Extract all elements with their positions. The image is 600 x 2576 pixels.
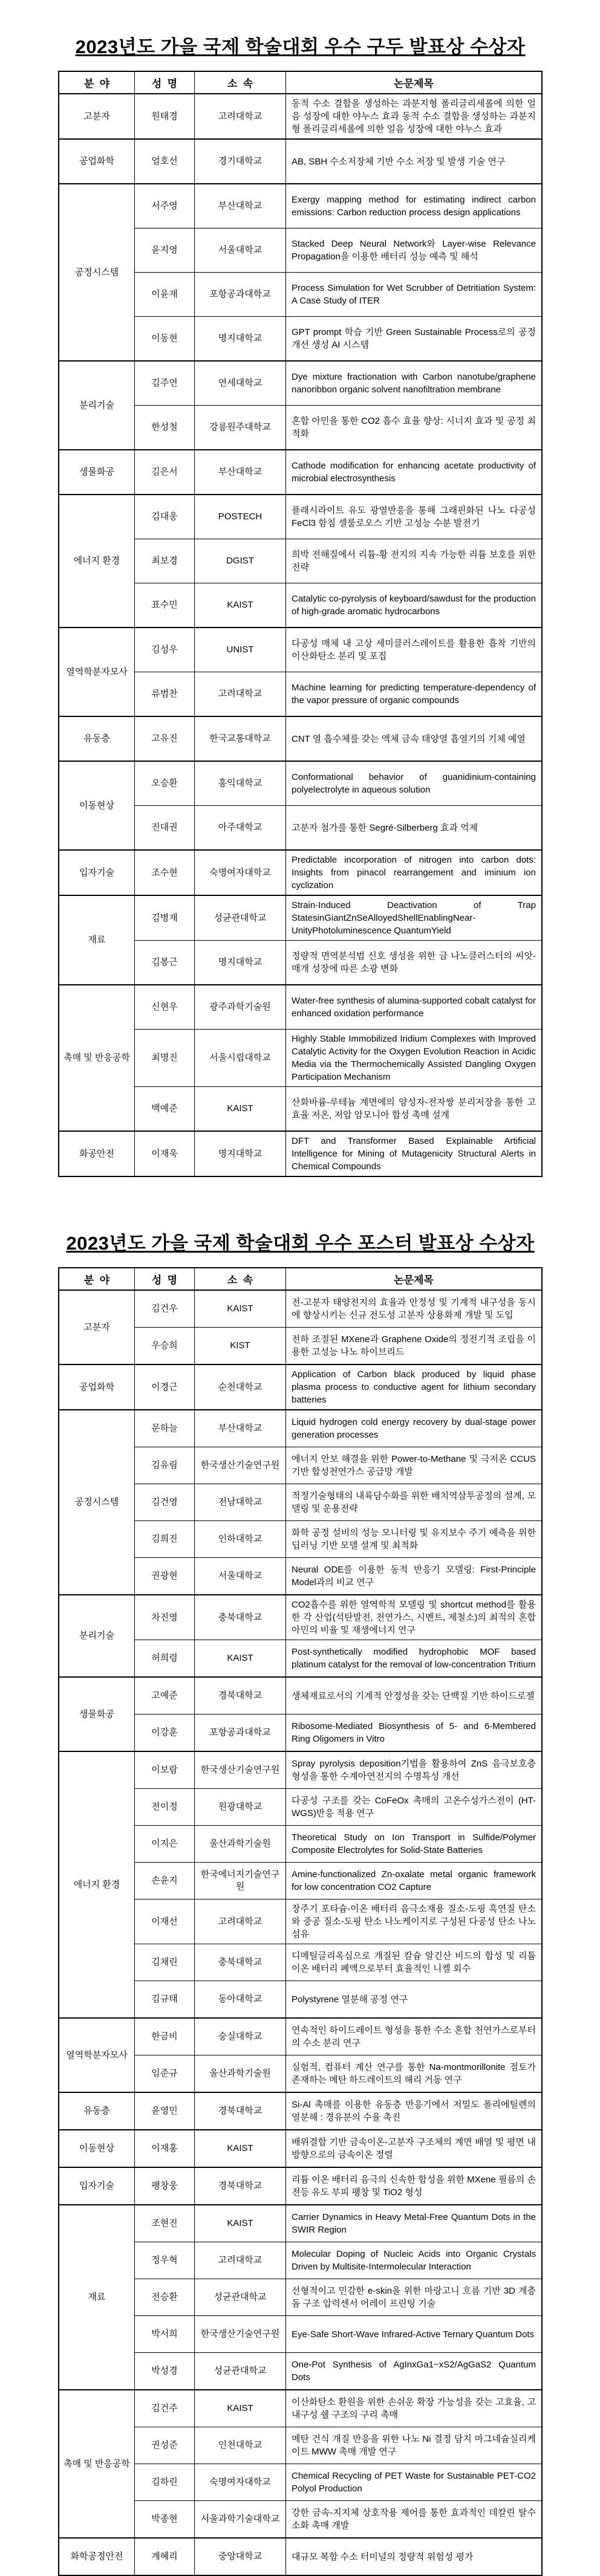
org-cell: 서울대학교: [195, 229, 286, 273]
paper-cell: CNT 열 흡수체를 갖는 액체 금속 태양열 흡열기의 기체 예열: [286, 716, 543, 761]
table-row: [59, 2018, 542, 2055]
field-cell: 이동현상: [59, 761, 134, 850]
table-row: [59, 2130, 542, 2167]
paper-cell: Polystyrene 열분해 공정 연구: [286, 1981, 543, 2019]
name-cell: 진대권: [134, 806, 194, 851]
table-row: [59, 1131, 542, 1176]
paper-cell: Ribosome-Mediated Biosynthesis of 5- and 6-Membered Ring Oligomers in Vitro: [286, 1715, 543, 1752]
org-cell: KIST: [195, 1328, 286, 1365]
table-row: [59, 2167, 542, 2205]
name-cell: 조현진: [134, 2205, 194, 2242]
org-cell: 경기대학교: [195, 139, 286, 184]
name-cell: 김대웅: [134, 495, 194, 539]
table-row: [59, 184, 542, 229]
org-cell: 명지대학교: [195, 317, 286, 362]
org-cell: UNIST: [195, 628, 286, 672]
column-header-org: 소 속: [195, 1268, 286, 1290]
org-cell: 고려대학교: [195, 2242, 286, 2279]
field-cell: 입자기술: [59, 850, 134, 895]
name-cell: 이지은: [134, 1826, 194, 1863]
table-row: [59, 1290, 542, 1328]
org-cell: 명지대학교: [195, 941, 286, 985]
field-cell: 유동층: [59, 2092, 134, 2130]
paper-cell: Si-Al 촉매를 이용한 유동층 반응기에서 저밀도 폴리에틸렌의 열분해 : 경유분의 수율 촉진: [286, 2092, 543, 2130]
paper-cell: Chemical Recycling of PET Waste for Sustainable PET-CO2 Polyol Production: [286, 2464, 543, 2501]
name-cell: 김채린: [134, 1944, 194, 1981]
name-cell: 최명진: [134, 1030, 194, 1087]
name-cell: 김주연: [134, 361, 194, 406]
name-cell: 팽창웅: [134, 2167, 194, 2205]
field-cell: 화공안전: [59, 1131, 134, 1176]
page-title-1: 2023년도 가을 국제 학술대회 우수 구두 발표상 수상자: [75, 36, 526, 57]
paper-cell: 적정기술형태의 내륙담수화를 위한 배치역삼투공정의 설계, 모델링 및 운용전략: [286, 1484, 543, 1521]
paper-cell: 전하 조절된 MXene과 Graphene Oxide의 정전기적 조립을 이용한 고성능 나노 하이브리드: [286, 1328, 543, 1365]
name-cell: 이재홍: [134, 2130, 194, 2167]
paper-cell: 희박 전해질에서 리튬-황 전지의 지속 가능한 리튬 보호를 위한 전략: [286, 539, 543, 583]
paper-cell: 혼합 아민을 통한 CO2 흡수 효율 향상: 시너지 효과 및 공정 최적화: [286, 406, 543, 450]
name-cell: 고예준: [134, 1677, 194, 1715]
paper-cell: Conformational behavior of guanidinium-containing polyelectrolyte in aqueous solution: [286, 761, 543, 806]
org-cell: KAIST: [195, 2205, 286, 2242]
table-row: [59, 361, 542, 406]
paper-cell: Amine-functionalized Zn-oxalate metal organic framework for low concentration CO2 Capture: [286, 1863, 543, 1900]
name-cell: 전승환: [134, 2279, 194, 2316]
column-header-paper: 논문제목: [286, 1268, 543, 1290]
name-cell: 이윤재: [134, 273, 194, 317]
name-cell: 조수현: [134, 850, 194, 895]
org-cell: 중앙대학교: [195, 2538, 286, 2575]
table-row: [59, 139, 542, 184]
org-cell: 순천대학교: [195, 1364, 286, 1410]
org-cell: 충북대학교: [195, 1944, 286, 1981]
name-cell: 한성철: [134, 406, 194, 450]
org-cell: 전남대학교: [195, 1484, 286, 1521]
org-cell: KAIST: [195, 2130, 286, 2167]
paper-cell: 생체재료로서의 기계적 안정성을 갖는 단백질 기반 하이드로젤: [286, 1677, 543, 1715]
table-row: [59, 628, 542, 672]
paper-cell: CO2흡수를 위한 열역학적 모델링 및 shortcut method를 활용한 각 산업(석탄발전, 천연가스, 시멘트, 제철소)의 최적의 혼합 아민의 비율 및 재생에너지 연구: [286, 1595, 543, 1640]
column-header-name: 성 명: [134, 1268, 194, 1290]
column-header-org: 소 속: [195, 71, 286, 94]
paper-cell: 장주기 포타슘-이온 배터리 음극소재용 질소-도핑 흑연질 탄소와 중공 질소-도핑 탄소 나노케이지로 구성된 다공성 탄소 나노섬유: [286, 1900, 543, 1944]
awards-table-block-1: [58, 31, 543, 1177]
column-header-field: 분 야: [59, 1268, 134, 1290]
paper-cell: GPT prompt 학습 기반 Green Sustainable Process로의 공정 개선 생성 AI 시스템: [286, 317, 543, 362]
paper-cell: 다공성 구조를 갖는 CoFeOx 촉매의 고온수성가스전이 (HT-WGS)반응 적용 연구: [286, 1789, 543, 1826]
name-cell: 이재선: [134, 1900, 194, 1944]
table-row: [59, 761, 542, 806]
paper-cell: 배위결합 기반 금속이온-고분자 구조체의 계면 배열 및 평면 내 방향으로의 금속이온 정렬: [286, 2130, 543, 2167]
paper-cell: Molecular Doping of Nucleic Acids into Organic Crystals Driven by Multisite-Intermolecular Interaction: [286, 2242, 543, 2279]
paper-cell: Predictable incorporation of nitrogen into carbon dots: Insights from pinacol rearrangement and iminium ion cyclization: [286, 850, 543, 895]
field-cell: 화학공정안전: [59, 2538, 134, 2575]
paper-cell: 연속적인 하이드레이트 형성을 통한 수소 혼합 천연가스로부터의 수소 분리 연구: [286, 2018, 543, 2055]
paper-cell: 정량적 면역분석법 신호 생성을 위한 금 나노클러스터의 씨앗-매개 성장에 따른 소광 변화: [286, 941, 543, 985]
page-title-2: 2023년도 가을 국제 학술대회 우수 포스터 발표상 수상자: [66, 1233, 535, 1254]
name-cell: 김성우: [134, 628, 194, 672]
field-cell: 열역학분자모사: [59, 628, 134, 716]
name-cell: 박성경: [134, 2353, 194, 2390]
paper-cell: Water-free synthesis of alumina-supported cobalt catalyst for enhanced oxidation performance: [286, 985, 543, 1030]
org-cell: 한국에너지기술연구원: [195, 1863, 286, 1900]
org-cell: 한국생산기술연구원: [195, 1751, 286, 1789]
name-cell: 엄호선: [134, 139, 194, 184]
paper-cell: Dye mixture fractionation with Carbon nanotube/graphene nanoribbon organic solvent nanofiltration membrane: [286, 361, 543, 406]
paper-cell: Cathode modification for enhancing acetate productivity of microbial electrosynthesis: [286, 450, 543, 495]
name-cell: 우승희: [134, 1328, 194, 1365]
org-cell: 성균관대학교: [195, 895, 286, 941]
paper-cell: 산화바륨-루테늄 계면에의 양성자-전자쌍 분리저장을 통한 고효율 저온, 저압 암모니아 합성 촉매 설계: [286, 1087, 543, 1132]
org-cell: 동아대학교: [195, 1981, 286, 2019]
paper-cell: 고분자 첨가를 통한 Segré-Silberberg 효과 억제: [286, 806, 543, 851]
paper-cell: 전-고분자 태양전지의 효율과 안정성 및 기계적 내구성을 동시에 향상시키는 신규 전도성 고분자 상용화제 개발 및 도입: [286, 1290, 543, 1328]
paper-cell: Carrier Dynamics in Heavy Metal-Free Quantum Dots in the SWIR Region: [286, 2205, 543, 2242]
name-cell: 백예준: [134, 1087, 194, 1132]
table-row: [59, 2205, 542, 2242]
org-cell: 충북대학교: [195, 1595, 286, 1640]
paper-cell: Theoretical Study on Ion Transport in Sulfide/Polymer Composite Electrolytes for Solid-State Batteries: [286, 1826, 543, 1863]
org-cell: 경북대학교: [195, 2167, 286, 2205]
name-cell: 김병재: [134, 895, 194, 941]
paper-cell: Neural ODE를 이용한 동적 반응기 모델링: First-Principle Model과의 비교 연구: [286, 1558, 543, 1595]
table-row: [59, 1751, 542, 1789]
name-cell: 원태경: [134, 94, 194, 139]
org-cell: 강릉원주대학교: [195, 406, 286, 450]
paper-cell: Strain-Induced Deactivation of Trap StatesinGiantZnSeAlloyedShellEnablingNear-UnityPhotoluminescence QuantumYield: [286, 895, 543, 941]
org-cell: 한국생산기술연구원: [195, 1447, 286, 1484]
name-cell: 고유진: [134, 716, 194, 761]
paper-cell: Highly Stable Immobilized Iridium Complexes with Improved Catalytic Activity for the Oxygen Evolution Reaction in Acidic Media via the Thermochemically Assisted Dangling Oxygen Participation Mechanism: [286, 1030, 543, 1087]
org-cell: 고려대학교: [195, 94, 286, 139]
paper-cell: 대규모 복합 수소 터미널의 정량적 위험성 평가: [286, 2538, 543, 2575]
paper-cell: 실험적, 컴퓨터 계산 연구를 통한 Na-montmorillonite 점토가 존재하는 메탄 하드레이트의 해리 거동 연구: [286, 2055, 543, 2093]
org-cell: 한국생산기술연구원: [195, 2316, 286, 2353]
field-cell: 재료: [59, 895, 134, 985]
name-cell: 표수민: [134, 583, 194, 628]
paper-cell: Stacked Deep Neural Network와 Layer-wise Relevance Propagation을 이용한 배터리 성능 예측 및 해석: [286, 229, 543, 273]
org-cell: 인천대학교: [195, 2427, 286, 2464]
field-cell: 고분자: [59, 94, 134, 139]
table-row: [59, 1364, 542, 1410]
org-cell: KAIST: [195, 1640, 286, 1678]
table-row: [59, 2092, 542, 2130]
table-row: [59, 495, 542, 539]
org-cell: KAIST: [195, 1290, 286, 1328]
paper-cell: Application of Carbon black produced by liquid phase plasma process to conductive agent for lithium secondary batteries: [286, 1364, 543, 1410]
field-cell: 공정시스템: [59, 184, 134, 361]
org-cell: 광주과학기술원: [195, 985, 286, 1030]
name-cell: 김희진: [134, 1521, 194, 1558]
table-row: [59, 850, 542, 895]
org-cell: 연세대학교: [195, 361, 286, 406]
name-cell: 권광현: [134, 1558, 194, 1595]
name-cell: 윤영민: [134, 2092, 194, 2130]
org-cell: KAIST: [195, 1087, 286, 1132]
org-cell: 포항공과대학교: [195, 1715, 286, 1752]
org-cell: 고려대학교: [195, 672, 286, 717]
name-cell: 오승환: [134, 761, 194, 806]
paper-cell: 메탄 건식 개질 반응을 위한 나노 Ni 결정 담지 마그네슘실리케이트 MWW 촉매 개발 연구: [286, 2427, 543, 2464]
org-cell: 성균관대학교: [195, 2353, 286, 2390]
paper-cell: 동적 수소 결합을 생성하는 과분지형 폴리글리세롤에 의한 얼음 성장에 대한 야누스 효과 동적 수소 결합을 생성하는 과분지형 폴리글리세롤에 의한 얼음 성장에 대한 야누스 효과: [286, 94, 543, 139]
name-cell: 이보람: [134, 1751, 194, 1789]
field-cell: 공업화학: [59, 139, 134, 184]
paper-cell: 화학 공정 설비의 성능 모니터링 및 유지보수 주기 예측을 위한 딥러닝 기반 모델 설계 및 최적화: [286, 1521, 543, 1558]
paper-cell: Process Simulation for Wet Scrubber of Detritiation System: A Case Study of ITER: [286, 273, 543, 317]
table-row: [59, 716, 542, 761]
paper-cell: Spray pyrolysis deposition기법을 활용하여 ZnS 음극보호층 형성을 통한 수계아연전지의 수명특성 개선: [286, 1751, 543, 1789]
name-cell: 이경근: [134, 1364, 194, 1410]
paper-cell: Liquid hydrogen cold energy recovery by dual-stage power generation processes: [286, 1410, 543, 1447]
name-cell: 김건우: [134, 1290, 194, 1328]
org-cell: 서울대학교: [195, 1558, 286, 1595]
table-row: [59, 1410, 542, 1447]
org-cell: 울산과학기술원: [195, 1826, 286, 1863]
org-cell: 부산대학교: [195, 184, 286, 229]
table-row: [59, 94, 542, 139]
name-cell: 김유림: [134, 1447, 194, 1484]
table-row: [59, 1595, 542, 1640]
org-cell: 성균관대학교: [195, 2279, 286, 2316]
table-row: [59, 2538, 542, 2575]
name-cell: 이강훈: [134, 1715, 194, 1752]
field-cell: 생물화공: [59, 450, 134, 495]
paper-cell: 에너지 안보 해결을 위한 Power-to-Methane 및 극저온 CCUS 기반 합성천연가스 공급망 개발: [286, 1447, 543, 1484]
name-cell: 문하늘: [134, 1410, 194, 1447]
field-cell: 재료: [59, 2205, 134, 2390]
column-header-field: 분 야: [59, 71, 134, 94]
awards-table-2: [58, 1267, 543, 2576]
name-cell: 손윤지: [134, 1863, 194, 1900]
paper-cell: Catalytic co-pyrolysis of keyboard/sawdust for the production of high-grade aromatic hydrocarbons: [286, 583, 543, 628]
header-row: [59, 1268, 542, 1290]
name-cell: 차진영: [134, 1595, 194, 1640]
name-cell: 최보경: [134, 539, 194, 583]
org-cell: 아주대학교: [195, 806, 286, 851]
field-cell: 분리기술: [59, 361, 134, 450]
org-cell: 원광대학교: [195, 1789, 286, 1826]
paper-cell: 플래시라이트 유도 광열반응을 통해 그래핀화된 나노 다공성 FeCl3 함침 셀룰로오스 기반 고성능 수분 발전기: [286, 495, 543, 539]
table-row: [59, 985, 542, 1030]
name-cell: 윤지영: [134, 229, 194, 273]
field-cell: 고분자: [59, 1290, 134, 1364]
paper-cell: 선형적이고 민감한 e-skin을 위한 마랑고니 흐름 기반 3D 계층돔 구조 압력센서 어레이 프린팅 기술: [286, 2279, 543, 2316]
field-cell: 공업화학: [59, 1364, 134, 1410]
org-cell: 명지대학교: [195, 1131, 286, 1176]
org-cell: 부산대학교: [195, 1410, 286, 1447]
field-cell: 입자기술: [59, 2167, 134, 2205]
table-row: [59, 895, 542, 941]
field-cell: 생물화공: [59, 1677, 134, 1751]
paper-cell: 디메틸글리옥심으로 개질된 칼슘 알긴산 비드의 합성 및 리튬 이온 배터리 폐액으로부터 효율적인 니켈 회수: [286, 1944, 543, 1981]
paper-cell: DFT and Transformer Based Explainable Artificial Intelligence for Mining of Mutagenicity Structural Alerts in Chemical Compounds: [286, 1131, 543, 1176]
org-cell: 경북대학교: [195, 1677, 286, 1715]
paper-cell: Exergy mapping method for estimating indirect carbon emissions: Carbon reduction process design applications: [286, 184, 543, 229]
name-cell: 류범찬: [134, 672, 194, 717]
field-cell: 에너지 환경: [59, 495, 134, 628]
org-cell: KAIST: [195, 583, 286, 628]
org-cell: DGIST: [195, 539, 286, 583]
org-cell: 숭실대학교: [195, 2018, 286, 2055]
name-cell: 김하린: [134, 2464, 194, 2501]
name-cell: 권성준: [134, 2427, 194, 2464]
field-cell: 공정시스템: [59, 1410, 134, 1595]
column-header-paper: 논문제목: [286, 71, 543, 94]
name-cell: 김은서: [134, 450, 194, 495]
name-cell: 한금비: [134, 2018, 194, 2055]
name-cell: 계혜리: [134, 2538, 194, 2575]
org-cell: 숙명여자대학교: [195, 850, 286, 895]
header-row: [59, 71, 542, 94]
org-cell: 울산과학기술원: [195, 2055, 286, 2093]
field-cell: 열역학분자모사: [59, 2018, 134, 2092]
awards-table-block-2: [58, 1228, 543, 2576]
awards-table-1: [58, 71, 543, 1177]
field-cell: 에너지 환경: [59, 1751, 134, 2018]
paper-cell: 리튬 이온 배터리 음극의 신속한 합성을 위한 MXene 필름의 손전등 유도 부피 팽창 및 TiO2 형성: [286, 2167, 543, 2205]
name-cell: 전이정: [134, 1789, 194, 1826]
org-cell: 인하대학교: [195, 1521, 286, 1558]
paper-cell: Machine learning for predicting temperature-dependency of the vapor pressure of organic compounds: [286, 672, 543, 717]
org-cell: 서울시립대학교: [195, 1030, 286, 1087]
org-cell: 경북대학교: [195, 2092, 286, 2130]
paper-cell: 강한 금속-지지체 상호작용 제어를 통한 효과적인 데칼린 탈수소화 촉매 개발: [286, 2501, 543, 2539]
table-row: [59, 1677, 542, 1715]
paper-cell: Post-synthetically modified hydrophobic MOF based platinum catalyst for the removal of low-concentration Tritium: [286, 1640, 543, 1678]
paper-cell: AB, SBH 수소저장체 기반 수소 저장 및 발생 기술 연구: [286, 139, 543, 184]
org-cell: KAIST: [195, 2390, 286, 2427]
name-cell: 이동현: [134, 317, 194, 362]
org-cell: 숙명여자대학교: [195, 2464, 286, 2501]
field-cell: 촉매 및 반응공학: [59, 2390, 134, 2538]
org-cell: 홍익대학교: [195, 761, 286, 806]
org-cell: 서울과학기술대학교: [195, 2501, 286, 2539]
name-cell: 김규태: [134, 1981, 194, 2019]
name-cell: 신현우: [134, 985, 194, 1030]
org-cell: 포항공과대학교: [195, 273, 286, 317]
name-cell: 김건주: [134, 2390, 194, 2427]
name-cell: 박서희: [134, 2316, 194, 2353]
name-cell: 이재욱: [134, 1131, 194, 1176]
org-cell: POSTECH: [195, 495, 286, 539]
paper-cell: Eye-Safe Short-Wave Infrared-Active Ternary Quantum Dots: [286, 2316, 543, 2353]
name-cell: 김봉근: [134, 941, 194, 985]
org-cell: 고려대학교: [195, 1900, 286, 1944]
name-cell: 서주영: [134, 184, 194, 229]
name-cell: 박종현: [134, 2501, 194, 2539]
table-row: [59, 450, 542, 495]
paper-cell: 이산화탄소 환원을 위한 손쉬운 확장 가능성을 갖는 고효율, 고내구성 쉘 구조의 구리 촉매: [286, 2390, 543, 2427]
org-cell: 한국교통대학교: [195, 716, 286, 761]
column-header-name: 성 명: [134, 71, 194, 94]
name-cell: 임준규: [134, 2055, 194, 2093]
paper-cell: 다공성 매체 내 고상 세미클러스레이트를 활용한 흡착 기반의 이산화탄소 분리 및 포집: [286, 628, 543, 672]
name-cell: 허희령: [134, 1640, 194, 1678]
paper-cell: One-Pot Synthesis of AgInxGa1−xS2/AgGaS2 Quantum Dots: [286, 2353, 543, 2390]
name-cell: 김건영: [134, 1484, 194, 1521]
field-cell: 분리기술: [59, 1595, 134, 1677]
table-row: [59, 2390, 542, 2427]
field-cell: 이동현상: [59, 2130, 134, 2167]
field-cell: 촉매 및 반응공학: [59, 985, 134, 1131]
field-cell: 유동층: [59, 716, 134, 761]
name-cell: 정우혁: [134, 2242, 194, 2279]
org-cell: 부산대학교: [195, 450, 286, 495]
